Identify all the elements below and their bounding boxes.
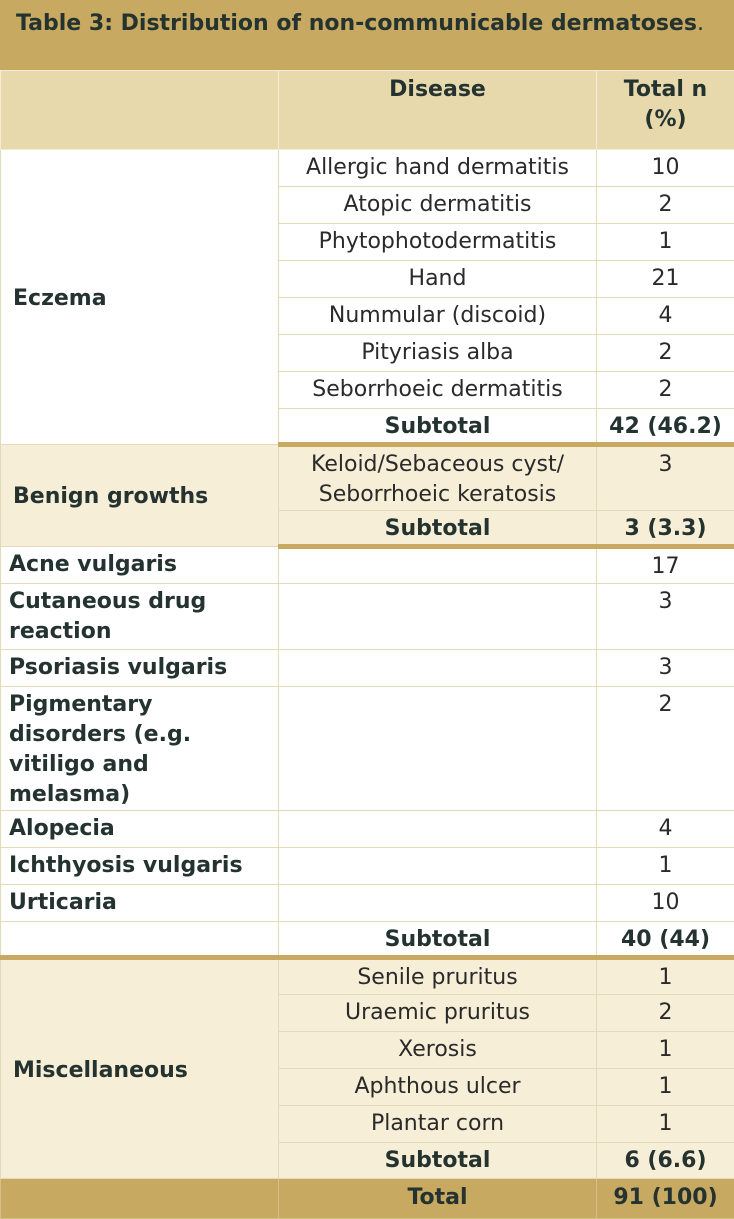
- subtotal-value: 3 (3.3): [597, 511, 734, 547]
- count-cell: 2: [597, 687, 734, 811]
- condition-name: Urticaria: [1, 885, 279, 922]
- count-cell: 10: [597, 885, 734, 922]
- count-cell: 1: [597, 1106, 734, 1143]
- count-cell: 2: [597, 372, 734, 409]
- group-miscellaneous: Miscellaneous: [1, 958, 279, 1179]
- condition-name: Cutaneous drug reaction: [1, 584, 279, 650]
- disease-cell: Uraemic pruritus: [279, 995, 597, 1032]
- total-label: Total: [279, 1179, 597, 1219]
- subtotal-label: Subtotal: [279, 409, 597, 445]
- table-row: [1, 811, 734, 848]
- table-row: [1, 848, 734, 885]
- table-title-text: Table 3: Distribution of non-communicable dermatoses: [16, 11, 697, 36]
- subtotal-value: 6 (6.6): [597, 1143, 734, 1179]
- subtotal-label: Subtotal: [279, 511, 597, 547]
- disease-cell: Allergic hand dermatitis: [279, 150, 597, 187]
- header-row: [1, 71, 734, 150]
- condition-name: Alopecia: [1, 811, 279, 848]
- disease-cell: Xerosis: [279, 1032, 597, 1069]
- group-benign-growths: Benign growths: [1, 445, 279, 547]
- condition-name: Pigmentary disorders (e.g. vitiligo and melasma): [1, 687, 279, 811]
- disease-cell: Seborrhoeic dermatitis: [279, 372, 597, 409]
- count-cell: 3: [597, 584, 734, 650]
- count-cell: 4: [597, 811, 734, 848]
- count-cell: 4: [597, 298, 734, 335]
- disease-cell: Plantar corn: [279, 1106, 597, 1143]
- subtotal-row: [1, 922, 734, 958]
- subtotal-label: Subtotal: [279, 922, 597, 958]
- count-cell: 10: [597, 150, 734, 187]
- disease-cell: Aphthous ulcer: [279, 1069, 597, 1106]
- empty-cell: [279, 885, 597, 922]
- subtotal-label: Subtotal: [279, 1143, 597, 1179]
- subtotal-value: 40 (44): [597, 922, 734, 958]
- count-cell: 3: [597, 650, 734, 687]
- condition-name: Psoriasis vulgaris: [1, 650, 279, 687]
- disease-cell: Atopic dermatitis: [279, 187, 597, 224]
- table-row: [1, 150, 734, 187]
- header-category: [1, 71, 279, 150]
- empty-cell: [279, 584, 597, 650]
- table-row: [1, 445, 734, 511]
- count-cell: 3: [597, 445, 734, 511]
- empty-cell: [279, 811, 597, 848]
- count-cell: 1: [597, 1069, 734, 1106]
- table-row: [1, 547, 734, 584]
- disease-cell: Hand: [279, 261, 597, 298]
- empty-cell: [279, 848, 597, 885]
- count-cell: 1: [597, 224, 734, 261]
- count-cell: 2: [597, 335, 734, 372]
- empty-cell: [1, 1179, 279, 1219]
- group-eczema: Eczema: [1, 150, 279, 445]
- table-row: [1, 584, 734, 650]
- condition-name: Acne vulgaris: [1, 547, 279, 584]
- count-cell: 2: [597, 995, 734, 1032]
- disease-cell: Pityriasis alba: [279, 335, 597, 372]
- subtotal-value: 42 (46.2): [597, 409, 734, 445]
- condition-name: Ichthyosis vulgaris: [1, 848, 279, 885]
- table-row: [1, 885, 734, 922]
- count-cell: 17: [597, 547, 734, 584]
- count-cell: 1: [597, 848, 734, 885]
- disease-cell: Nummular (discoid): [279, 298, 597, 335]
- total-row: [1, 1179, 734, 1219]
- table-title: [0, 0, 734, 70]
- table-row: [1, 687, 734, 811]
- table-title-period: .: [697, 11, 704, 36]
- table-row: [1, 958, 734, 995]
- disease-cell: Senile pruritus: [279, 958, 597, 995]
- disease-cell: Phytophotodermatitis: [279, 224, 597, 261]
- header-disease: Disease: [279, 71, 597, 150]
- dermatoses-table: [0, 70, 734, 1219]
- empty-cell: [279, 650, 597, 687]
- count-cell: 2: [597, 187, 734, 224]
- total-value: 91 (100): [597, 1179, 734, 1219]
- count-cell: 21: [597, 261, 734, 298]
- disease-cell: Keloid/Sebaceous cyst/ Seborrhoeic keratosis: [279, 445, 597, 511]
- table-row: [1, 650, 734, 687]
- empty-cell: [1, 922, 279, 958]
- count-cell: 1: [597, 958, 734, 995]
- empty-cell: [279, 687, 597, 811]
- empty-cell: [279, 547, 597, 584]
- header-total: Total n (%): [597, 71, 734, 150]
- count-cell: 1: [597, 1032, 734, 1069]
